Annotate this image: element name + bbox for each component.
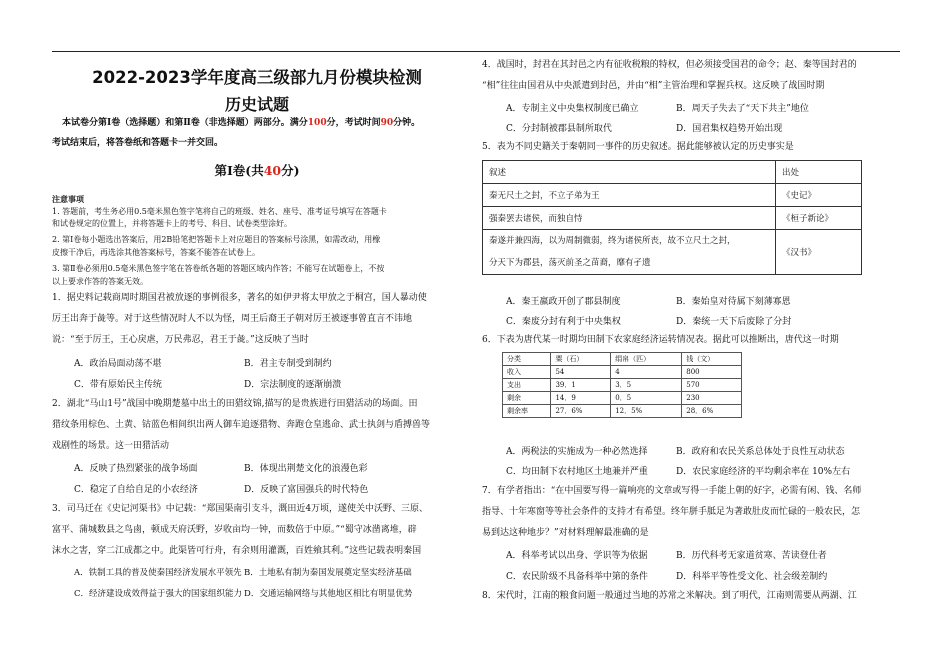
q6-cell: 0．5 xyxy=(611,392,682,405)
q4-stem: “相”往往由国君从中央派遣到封邑，并由“相”主管治理和掌握兵权。这反映了战国时期 xyxy=(482,81,825,91)
intro-line-1: 本试卷分第Ⅰ卷（选择题）和第Ⅱ卷（非选择题）两部分。满分100分，考试时间90分钟。 xyxy=(62,118,421,128)
q5-option-d[interactable]: D．秦统一天下后废除了分封 xyxy=(676,317,792,327)
q7-stem: 7．有学者指出：“在中国要写得一篇响亮的文章或写得一手能上朝的好字，必需有闲、钱、名师 xyxy=(482,486,862,496)
q6-cell: 收入 xyxy=(503,366,551,379)
q5-option-c[interactable]: C．秦废分封有利于中央集权 xyxy=(506,317,621,327)
q6-cell: 3．5 xyxy=(611,379,682,392)
q6-cell: 剩余 xyxy=(503,392,551,405)
q8-stem: 8．宋代时，江南的粮食问题一般通过当地的苏常之米解决。到了明代，江南则需要从两湖、江 xyxy=(482,591,857,601)
q6-head: 绢帛（匹） xyxy=(611,353,682,366)
q3-option-a[interactable]: A．铁制工具的普及使秦国经济发展水平领先 xyxy=(74,568,242,578)
q5-cell: 秦遂并兼四海，以为周制微弱，终为诸侯所丧，故不立尺土之封， 分天下为郡县，荡灭前圣之苗裔，靡有孑遗 xyxy=(483,230,776,275)
q6-option-a[interactable]: A．两税法的实施成为一种必然选择 xyxy=(506,447,648,457)
q3-stem: 3．司马迁在《史记河渠书》中记载：“郑国渠南引支斗，溉田近4万顷，遂使关中沃野、三原、 xyxy=(52,504,429,514)
q4-stem: 4．战国时，封君在其封邑之内有征收税粮的特权，但必须接受国君的命令；赵、秦等国封君的 xyxy=(482,60,857,70)
q1-stem: 说：“至于厉王，王心戾虐，万民弗忍，君王于彘。”这反映了当时 xyxy=(52,335,309,345)
q4-option-a[interactable]: A．专制主义中央集权制度已确立 xyxy=(506,104,639,114)
q6-option-c[interactable]: C．均田制下农村地区土地兼并严重 xyxy=(506,467,648,477)
q6-cell: 570 xyxy=(682,379,742,392)
q1-option-d[interactable]: D．宗法制度的逐渐崩溃 xyxy=(244,380,342,390)
q3-option-c[interactable]: C．经济建设成效得益于强大的国家组织能力 xyxy=(74,589,243,599)
q6-cell: 27．6% xyxy=(551,405,611,418)
q4-option-b[interactable]: B．周天子失去了“天下共主”地位 xyxy=(676,104,809,114)
q1-stem: 1．据史料记载商周时期国君被放逐的事例很多，著名的如伊尹将太甲放之于桐宫，国人暴动使 xyxy=(52,293,427,303)
q6-cell: 支出 xyxy=(503,379,551,392)
q5-cell: 《史记》 xyxy=(776,184,862,207)
q6-cell: 800 xyxy=(682,366,742,379)
note-line: 3. 第Ⅱ卷必须用0.5毫米黑色签字笔在答卷纸各题的答题区域内作答；不能写在试题卷上，不按 xyxy=(52,264,385,273)
intro-line-2: 考试结束后，将答卷纸和答题卡一并交回。 xyxy=(52,138,224,148)
q6-cell: 39．1 xyxy=(551,379,611,392)
q5-option-b[interactable]: B．秦始皇对待属下刻薄寡恩 xyxy=(676,297,791,307)
top-rule xyxy=(52,51,900,52)
q5-stem: 5．表为不同史籍关于秦朝同一事件的历史叙述。据此能够被认定的历史事实是 xyxy=(482,142,794,152)
q6-option-b[interactable]: B．政府和农民关系总体处于良性互动状态 xyxy=(676,447,845,457)
q6-head: 粟（石） xyxy=(551,353,611,366)
q4-option-c[interactable]: C．分封制被郡县制所取代 xyxy=(506,124,612,134)
q6-cell: 230 xyxy=(682,392,742,405)
q5-option-a[interactable]: A．秦王嬴政开创了郡县制度 xyxy=(506,297,621,307)
note-line: 和试卷规定的位置上，并将答题卡上的考号、科目、试卷类型涂好。 xyxy=(52,219,292,228)
note-line: 2. 第Ⅰ卷每小题选出答案后，用2B铅笔把答题卡上对应题目的答案标号涂黑，如需改动，用橡 xyxy=(52,235,381,244)
q7-stem: 易到达这种地步？”对材料理解最准确的是 xyxy=(482,528,649,538)
q6-cell: 剩余率 xyxy=(503,405,551,418)
q3-option-d[interactable]: D．交通运输网络与其他地区相比有明显优势 xyxy=(244,589,413,599)
q6-cell: 14．9 xyxy=(551,392,611,405)
q6-table xyxy=(502,352,742,418)
q1-option-b[interactable]: B．君主专制受到制约 xyxy=(244,359,332,369)
q6-head: 钱（文） xyxy=(682,353,742,366)
notes-heading: 注意事项 xyxy=(52,194,84,204)
section-heading: 第Ⅰ卷(共40分) xyxy=(214,163,300,178)
note-line: 1. 答题前，考生务必用0.5毫米黑色签字笔将自己的班级、姓名、座号、准考证号填写在答题卡 xyxy=(52,207,387,216)
q6-cell: 28．6% xyxy=(682,405,742,418)
note-line: 以上要求作答的答案无效。 xyxy=(52,277,148,286)
q6-cell: 54 xyxy=(551,366,611,379)
q6-option-d[interactable]: D．农民家庭经济的平均剩余率在 10%左右 xyxy=(676,467,851,477)
q2-stem: 戏剧性的场景。这一田猎活动 xyxy=(52,441,170,451)
q3-option-b[interactable]: B．土地私有制为秦国发展奠定坚实经济基础 xyxy=(244,568,412,578)
q7-option-c[interactable]: C．农民阶级不具备科举中第的条件 xyxy=(506,572,648,582)
note-line: 皮擦干净后，再选涂其他答案标号，答案不能答在试卷上。 xyxy=(52,248,260,257)
q3-stem: 富平、蒲城数县之鸟鹵，顿成天府沃野，岁收亩均一钟，而数倍于中原。”“蜀守冰凿离堆，辟 xyxy=(52,525,417,535)
q1-option-c[interactable]: C．带有原始民主传统 xyxy=(74,380,162,390)
q1-stem: 厉王出奔于彘等。对于这些情况时人不以为怪，周王后裔王子朝对厉王被逐事曾直言不讳地 xyxy=(52,314,413,324)
q7-option-d[interactable]: D．科举平等性受文化、社会级差制约 xyxy=(676,572,828,582)
q5-cell: 强秦罢去诸侯，而独自恃 xyxy=(483,207,776,230)
q2-option-b[interactable]: B．体现出荆楚文化的浪漫色彩 xyxy=(244,464,368,474)
q6-head: 分类 xyxy=(503,353,551,366)
q4-option-d[interactable]: D．国君集权趋势开始出现 xyxy=(676,124,783,134)
q2-stem: 2．湖北“马山1号”战国中晚期楚墓中出土的田猎纹锦,描写的是贵族进行田猎活动的场面。田 xyxy=(52,399,418,409)
q2-option-c[interactable]: C．稳定了自给自足的小农经济 xyxy=(74,485,198,495)
q5-table xyxy=(482,160,862,275)
q6-stem: 6．下表为唐代某一时期均田制下农家庭经济运转情况表。据此可以推断出，唐代这一时期 xyxy=(482,335,839,345)
q6-cell: 4 xyxy=(611,366,682,379)
q2-option-d[interactable]: D．反映了富国强兵的时代特色 xyxy=(244,485,369,495)
q7-option-a[interactable]: A．科举考试以出身、学识等为依据 xyxy=(506,551,648,561)
q5-head: 叙述 xyxy=(483,161,776,184)
q5-cell: 《汉书》 xyxy=(776,230,862,275)
q1-option-a[interactable]: A．政治局面动荡不堪 xyxy=(74,359,162,369)
exam-title: 2022-2023学年度高三级部九月份模块检测 xyxy=(92,68,422,87)
q2-stem: 猎纹条用棕色、土黄、钴蓝色相间织出两人御车追逐猎物、奔跑仓皇逃命、武士执剑与盾搏兽等 xyxy=(52,420,431,430)
exam-subtitle: 历史试题 xyxy=(224,95,289,114)
q2-option-a[interactable]: A．反映了热烈紧张的战争场面 xyxy=(74,464,198,474)
q3-stem: 沫水之害，穿二江成都之中。此渠皆可行舟，有余则用灌溉，百姓飨其利。”这些记载表明秦国 xyxy=(52,546,422,556)
q7-option-b[interactable]: B．历代科考无家道贫寒、苦读登仕者 xyxy=(676,551,827,561)
q5-cell: 《桓子新论》 xyxy=(776,207,862,230)
q5-cell: 秦无尺土之封，不立子弟为王 xyxy=(483,184,776,207)
q5-head: 出处 xyxy=(776,161,862,184)
q6-cell: 12．5% xyxy=(611,405,682,418)
q7-stem: 指导、十年寒窗等等社会条件的支持才有希望。终年胼手胝足为著敢肚皮而忙碌的一般农民，怎 xyxy=(482,507,861,517)
